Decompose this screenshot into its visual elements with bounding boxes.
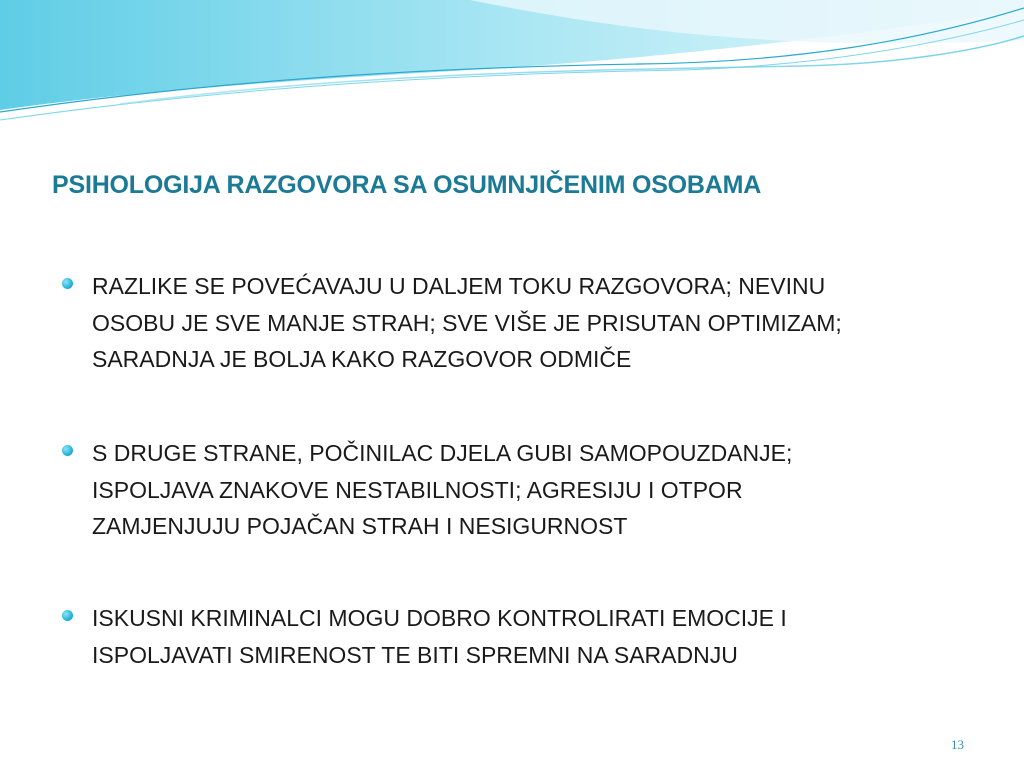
bullet-item xyxy=(62,268,842,378)
bullet-line: SARADNJA JE BOLJA KAKO RAZGOVOR ODMIČE xyxy=(92,346,632,372)
header-wave-decoration xyxy=(0,0,1024,130)
page-number: 13 xyxy=(951,737,964,752)
bullet-item xyxy=(62,435,792,545)
bullet-line: RAZLIKE SE POVEĆAVAJU U DALJEM TOKU RAZGOVORA; NEVINU xyxy=(92,273,826,299)
bullet-line: S DRUGE STRANE, POČINILAC DJELA GUBI SAMOPOUZDANJE; xyxy=(92,440,793,466)
bullet-line: ZAMJENJUJU POJAČAN STRAH I NESIGURNOST xyxy=(92,513,628,539)
bullet-text xyxy=(92,268,842,378)
bullet-line: ISKUSNI KRIMINALCI MOGU DOBRO KONTROLIRATI EMOCIJE I xyxy=(92,605,787,631)
bullet-text xyxy=(92,435,792,545)
bullet-line: ISPOLJAVATI SMIRENOST TE BITI SPREMNI NA SARADNJU xyxy=(92,641,738,668)
bullet-text xyxy=(92,600,787,673)
bullet-item xyxy=(62,600,787,673)
bullet-dot-icon xyxy=(62,610,73,621)
bullet-line: ISPOLJAVA ZNAKOVE NESTABILNOSTI; AGRESIJU I OTPOR xyxy=(92,476,743,503)
bullet-line: OSOBU JE SVE MANJE STRAH; SVE VIŠE JE PRISUTAN OPTIMIZAM; xyxy=(92,309,842,336)
bullet-dot-icon xyxy=(62,278,73,289)
slide-title: PSIHOLOGIJA RAZGOVORA SA OSUMNJIČENIM OSOBAMA xyxy=(52,171,762,199)
bullet-dot-icon xyxy=(62,445,73,456)
